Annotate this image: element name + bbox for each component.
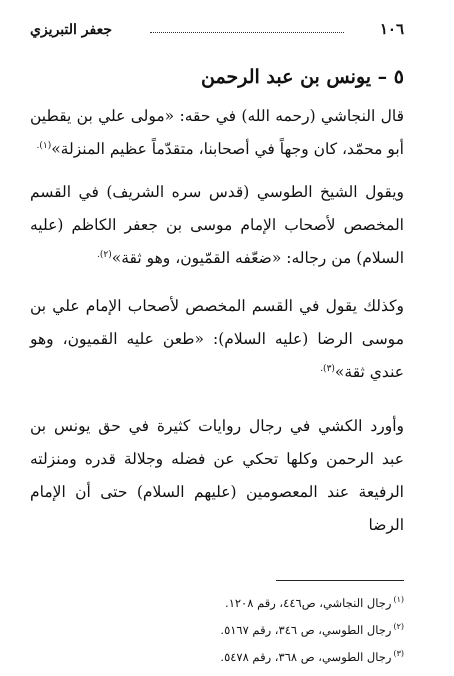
footnote-text: رجال الطوسي، ص ٣٦٨، رقم ٥٤٧٨. [220, 649, 392, 664]
footnote-text: رجال النجاشي، ص٤٤٦، رقم ١٢٠٨. [225, 595, 392, 610]
page-number: ١٠٦ [379, 20, 404, 38]
paragraph-text: وكذلك يقول في القسم المخصص لأصحاب الإمام علي بن موسى الرضا (عليه السلام): «طعن عليه القميون، وهو عندي ثقة» [30, 297, 404, 381]
page-header [30, 20, 404, 44]
footnote-mark: (٣) [393, 648, 404, 658]
paragraph-3 [30, 290, 404, 389]
footnote-ref: (٣). [320, 363, 335, 374]
footnote-mark: (١) [393, 595, 404, 604]
paragraph-4 [30, 410, 404, 542]
footnote-ref: (٢). [97, 249, 112, 260]
paragraph-2 [30, 176, 404, 275]
footnote-1 [120, 588, 404, 615]
footnote-text: رجال الطوسي، ص ٣٤٦، رقم ٥١٦٧. [220, 622, 392, 637]
paragraph-text: ويقول الشيخ الطوسي (قدس سره الشريف) في القسم المخصص لأصحاب الإمام موسى بن جعفر الكاظم (عليه السلام) من رجاله: «ضعّفه القمّيون، وهو ثقة» [30, 183, 404, 267]
paragraph-text: قال النجاشي (رحمه الله) في حقه: «مولى علي بن يقطين أبو محمّد، كان وجهاً في أصحابنا، متقدّماً عظيم المنزلة» [30, 107, 404, 158]
paragraph-1 [30, 100, 404, 166]
footnotes [120, 588, 404, 668]
section-heading: ٥ – يونس بن عبد الرحمن [201, 66, 404, 88]
header-dotted-leader [150, 32, 344, 33]
footnote-mark: (٢) [393, 621, 404, 631]
footnote-ref: (١). [36, 140, 52, 151]
footnote-3 [120, 642, 404, 669]
paragraph-text: وأورد الكشي في رجال روايات كثيرة في حق يونس بن عبد الرحمن وكلها تحكي عن فضله وجلالة قدره ومنزلته الرفيعة عند المعصومين (عليهم السلام) حتى أن الإمام الرضا [30, 417, 404, 534]
footnote-separator [276, 580, 404, 581]
footnote-2 [120, 615, 404, 642]
running-title: جعفر التبريزي [30, 22, 112, 38]
